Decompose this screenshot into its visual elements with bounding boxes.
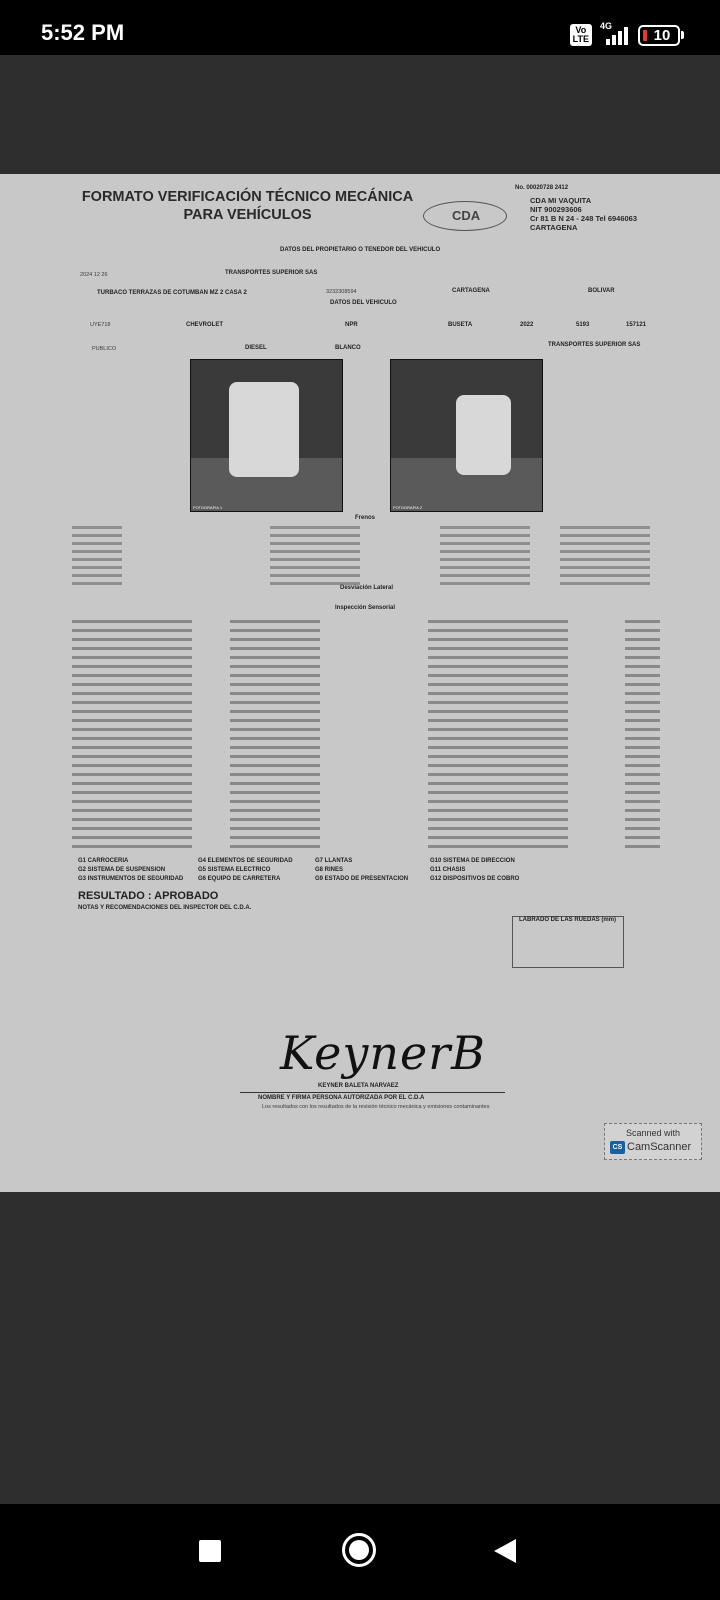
inspection-row-line	[428, 737, 568, 740]
brake-row-line	[560, 534, 650, 537]
inspection-row-line	[428, 683, 568, 686]
inspection-row-line	[230, 845, 320, 848]
inspection-row-line	[230, 809, 320, 812]
inspection-row-line	[625, 800, 660, 803]
inspection-row-line	[625, 818, 660, 821]
inspection-row-line	[230, 800, 320, 803]
category-g2: G2 SISTEMA DE SUSPENSION	[78, 867, 166, 873]
vehicle-cilindraje: 5193	[576, 322, 590, 328]
inspection-row-line	[230, 773, 320, 776]
inspection-row-line	[625, 665, 660, 668]
brake-row-line	[440, 566, 530, 569]
category-g12: G12 DISPOSITIVOS DE COBRO	[430, 876, 520, 882]
inspection-row-line	[625, 719, 660, 722]
brake-row-line	[560, 558, 650, 561]
title-line-2: PARA VEHÍCULOS	[183, 207, 312, 223]
inspection-row-line	[428, 728, 568, 731]
vehicle-km: 157121	[626, 322, 647, 328]
inspection-row-line	[428, 701, 568, 704]
vehicle-service: PUBLICO	[92, 346, 117, 352]
owner-section-title: DATOS DEL PROPIETARIO O TENEDOR DEL VEHICULO	[280, 247, 441, 253]
inspection-row-line	[230, 692, 320, 695]
inspection-row-line	[72, 773, 192, 776]
inspection-row-line	[230, 791, 320, 794]
brake-row-line	[440, 574, 530, 577]
brake-row-line	[270, 558, 360, 561]
category-g8: G8 RINES	[315, 867, 344, 873]
inspection-row-line	[72, 737, 192, 740]
brake-row-line	[270, 526, 360, 529]
inspection-row-line	[72, 827, 192, 830]
brake-row-line	[72, 534, 122, 537]
document-title	[75, 188, 420, 224]
cda-seal-logo: CDA	[423, 201, 507, 231]
brakes-label: Frenos	[355, 515, 376, 521]
inspection-row-line	[230, 656, 320, 659]
inspection-row-line	[625, 728, 660, 731]
inspection-row-line	[72, 791, 192, 794]
category-g11: G11 CHASIS	[430, 867, 466, 873]
inspection-row-line	[625, 836, 660, 839]
inspection-row-line	[625, 656, 660, 659]
signature-label: NOMBRE Y FIRMA PERSONA AUTORIZADA POR EL C.D.A	[258, 1095, 425, 1101]
recents-button[interactable]	[199, 1540, 221, 1562]
inspection-row-line	[72, 710, 192, 713]
inspector-name: KEYNER BALETA NARVAEZ	[318, 1083, 399, 1089]
inspection-row-line	[72, 728, 192, 731]
network-type: 4G	[600, 21, 613, 31]
inspection-row-line	[625, 782, 660, 785]
inspection-row-line	[428, 818, 568, 821]
brake-row-line	[72, 582, 122, 585]
inspection-row-line	[428, 674, 568, 677]
battery-icon	[638, 25, 684, 46]
inspection-row-line	[428, 755, 568, 758]
category-g4: G4 ELEMENTOS DE SEGURIDAD	[198, 858, 293, 864]
brake-row-line	[440, 542, 530, 545]
tread-depth-table	[512, 916, 624, 968]
inspection-row-line	[625, 638, 660, 641]
inspection-row-line	[230, 737, 320, 740]
brake-row-line	[440, 582, 530, 585]
inspection-row-line	[428, 827, 568, 830]
inspection-row-line	[625, 620, 660, 623]
inspection-row-line	[625, 827, 660, 830]
title-line-1: FORMATO VERIFICACIÓN TÉCNICO MECÁNICA	[81, 189, 414, 205]
brake-row-line	[270, 550, 360, 553]
brake-row-line	[440, 526, 530, 529]
inspection-row-line	[428, 692, 568, 695]
brake-row-line	[270, 534, 360, 537]
brake-row-line	[560, 550, 650, 553]
document-number: No. 00020728 2412	[515, 185, 569, 191]
category-g9: G9 ESTADO DE PRESENTACION	[315, 876, 409, 882]
inspection-row-line	[625, 746, 660, 749]
inspection-row-line	[230, 836, 320, 839]
sensorial-inspection-label: Inspección Sensorial	[335, 605, 396, 611]
inspection-row-line	[625, 692, 660, 695]
vehicle-fuel: DIESEL	[245, 345, 267, 351]
inspection-row-line	[428, 620, 568, 623]
cda-nit: NIT 900293606	[530, 205, 582, 214]
inspection-row-line	[428, 719, 568, 722]
inspection-row-line	[230, 764, 320, 767]
vehicle-brand: CHEVROLET	[186, 322, 224, 328]
inspection-row-line	[428, 845, 568, 848]
owner-name: TRANSPORTES SUPERIOR SAS	[225, 270, 318, 276]
inspection-row-line	[428, 782, 568, 785]
inspection-row-line	[72, 629, 192, 632]
category-g5: G5 SISTEMA ELECTRICO	[198, 867, 271, 873]
vehicle-photo-2	[390, 359, 543, 512]
inspection-row-line	[625, 683, 660, 686]
inspection-row-line	[230, 701, 320, 704]
back-button[interactable]	[494, 1539, 516, 1563]
vehicle-plate: UYE718	[90, 322, 111, 328]
brake-row-line	[440, 558, 530, 561]
owner-city: CARTAGENA	[452, 288, 490, 294]
category-g7: G7 LLANTAS	[315, 858, 353, 864]
inspection-result: RESULTADO : APROBADO	[78, 890, 219, 902]
brake-row-line	[72, 550, 122, 553]
signal-icon	[600, 23, 630, 47]
camscanner-logo-icon: CS	[610, 1141, 625, 1154]
inspection-row-line	[230, 647, 320, 650]
inspection-row-line	[72, 620, 192, 623]
category-g6: G6 EQUIPO DE CARRETERA	[198, 876, 281, 882]
volte-icon: Vo LTE	[570, 24, 592, 46]
scanned-document[interactable]	[0, 174, 720, 1192]
categories-column-3	[315, 857, 408, 884]
inspection-row-line	[625, 764, 660, 767]
inspection-row-line	[230, 782, 320, 785]
category-g1: G1 CARROCERIA	[78, 858, 129, 864]
brake-row-line	[440, 534, 530, 537]
inspection-row-line	[72, 746, 192, 749]
vehicle-photo-1	[190, 359, 343, 512]
brake-row-line	[270, 542, 360, 545]
photo-2-caption: FOTOGRAFIA 2	[393, 505, 423, 510]
tread-depth-title: LABRADO DE LAS RUEDAS (mm)	[519, 917, 617, 923]
inspection-row-line	[230, 719, 320, 722]
inspection-row-line	[72, 683, 192, 686]
brake-row-line	[72, 542, 122, 545]
brake-row-line	[560, 542, 650, 545]
brake-row-line	[560, 582, 650, 585]
inspection-row-line	[72, 764, 192, 767]
inspection-row-line	[72, 719, 192, 722]
inspection-row-line	[625, 755, 660, 758]
vehicle-model: 2022	[520, 322, 534, 328]
inspection-row-line	[230, 620, 320, 623]
owner-phone: 3232308594	[326, 289, 357, 295]
inspection-row-line	[428, 710, 568, 713]
signature-line	[240, 1092, 505, 1093]
categories-column-1	[78, 857, 183, 884]
owner-department: BOLIVAR	[588, 288, 615, 294]
brake-row-line	[560, 566, 650, 569]
inspection-row-line	[428, 638, 568, 641]
home-button[interactable]	[342, 1533, 376, 1567]
footer-note: Los resultados con los resultados de la revisión técnico mecánica y emisiones contaminantes	[262, 1104, 490, 1110]
inspection-row-line	[625, 674, 660, 677]
inspection-row-line	[72, 809, 192, 812]
viewer-bottom-area	[0, 1192, 720, 1504]
inspection-row-line	[625, 809, 660, 812]
inspection-date: 2024 12 26	[80, 272, 108, 278]
category-g3: G3 INSTRUMENTOS DE SEGURIDAD	[78, 876, 184, 882]
inspection-row-line	[72, 818, 192, 821]
brake-row-line	[440, 550, 530, 553]
brake-row-line	[560, 574, 650, 577]
scanned-with-label: Scanned with	[625, 1128, 681, 1138]
inspection-row-line	[625, 647, 660, 650]
status-time: 5:52 PM	[41, 20, 125, 45]
viewer-top-area	[0, 55, 720, 174]
inspection-row-line	[72, 845, 192, 848]
cda-city: CARTAGENA	[530, 223, 578, 232]
brake-row-line	[72, 558, 122, 561]
cda-address: Cr 81 B N 24 - 248 Tel 6946063	[530, 214, 638, 223]
vehicle-company: TRANSPORTES SUPERIOR SAS	[548, 342, 641, 348]
categories-column-4	[430, 857, 519, 884]
inspection-row-line	[72, 692, 192, 695]
categories-column-2	[198, 857, 293, 884]
inspection-row-line	[230, 746, 320, 749]
inspection-row-line	[625, 845, 660, 848]
inspection-row-line	[428, 800, 568, 803]
inspection-row-line	[625, 710, 660, 713]
vehicle-line: NPR	[345, 322, 358, 328]
inspection-row-line	[230, 827, 320, 830]
inspection-row-line	[428, 791, 568, 794]
brake-row-line	[270, 574, 360, 577]
inspection-row-line	[230, 683, 320, 686]
inspection-row-line	[230, 665, 320, 668]
inspection-row-line	[625, 737, 660, 740]
inspection-row-line	[72, 674, 192, 677]
inspection-row-line	[230, 728, 320, 731]
brake-row-line	[72, 526, 122, 529]
inspection-row-line	[72, 647, 192, 650]
inspection-row-line	[72, 701, 192, 704]
inspection-row-line	[72, 800, 192, 803]
inspection-row-line	[428, 647, 568, 650]
inspection-row-line	[230, 818, 320, 821]
inspection-row-line	[230, 710, 320, 713]
inspection-row-line	[72, 836, 192, 839]
inspection-row-line	[428, 665, 568, 668]
brake-row-line	[72, 574, 122, 577]
category-g10: G10 SISTEMA DE DIRECCION	[430, 858, 515, 864]
inspection-row-line	[230, 638, 320, 641]
vehicle-class: BUSETA	[448, 322, 473, 328]
inspection-row-line	[625, 701, 660, 704]
photo-1-caption: FOTOGRAFIA 1	[193, 505, 223, 510]
inspection-row-line	[230, 674, 320, 677]
status-bar	[0, 0, 720, 55]
inspection-row-line	[428, 764, 568, 767]
inspection-row-line	[625, 791, 660, 794]
inspector-notes-label: NOTAS Y RECOMENDACIONES DEL INSPECTOR DEL C.D.A.	[78, 905, 252, 911]
inspection-row-line	[428, 773, 568, 776]
cda-info	[530, 196, 637, 232]
brake-row-line	[72, 566, 122, 569]
cda-name: CDA MI VAQUITA	[530, 196, 592, 205]
status-icons	[570, 22, 684, 48]
inspection-row-line	[72, 665, 192, 668]
inspection-row-line	[72, 782, 192, 785]
lateral-deviation-label: Desviación Lateral	[340, 585, 394, 591]
brake-row-line	[270, 566, 360, 569]
inspection-row-line	[428, 746, 568, 749]
inspector-signature: KeynerB	[280, 1026, 486, 1080]
owner-address: TURBACO TERRAZAS DE COTUMBAN MZ 2 CASA 2	[97, 290, 247, 296]
vehicle-section-title: DATOS DEL VEHICULO	[330, 300, 397, 306]
inspection-row-line	[72, 656, 192, 659]
inspection-row-line	[625, 629, 660, 632]
camscanner-watermark	[604, 1123, 702, 1160]
brake-row-line	[270, 582, 360, 585]
camscanner-label: CamScanner	[627, 1141, 692, 1153]
inspection-row-line	[230, 755, 320, 758]
vehicle-color: BLANCO	[335, 345, 361, 351]
inspection-row-line	[72, 638, 192, 641]
inspection-row-line	[428, 629, 568, 632]
inspection-row-line	[428, 809, 568, 812]
brake-row-line	[560, 526, 650, 529]
battery-level: 10	[653, 26, 671, 44]
inspection-row-line	[428, 656, 568, 659]
inspection-row-line	[230, 629, 320, 632]
inspection-row-line	[72, 755, 192, 758]
inspection-row-line	[625, 773, 660, 776]
inspection-row-line	[428, 836, 568, 839]
